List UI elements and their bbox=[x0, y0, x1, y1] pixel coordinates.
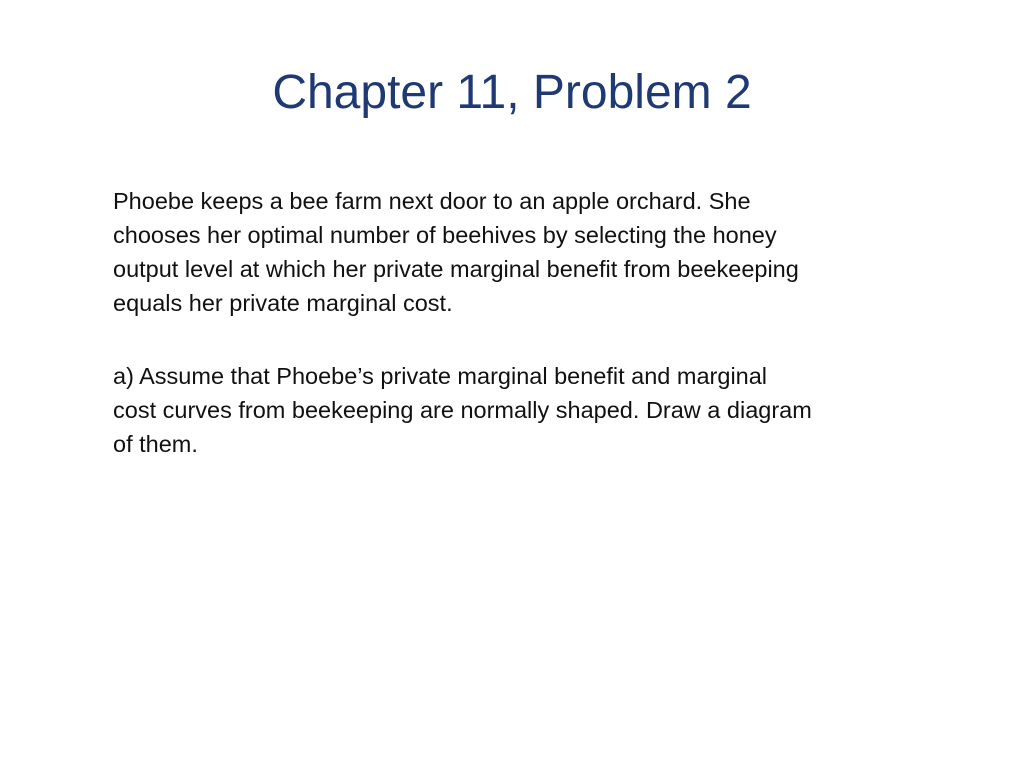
slide-title: Chapter 11, Problem 2 bbox=[272, 66, 752, 119]
slide-body bbox=[113, 184, 983, 500]
part-a-paragraph: a) Assume that Phoebe’s private marginal benefit and marginal cost curves from beekeeping are normally shaped. Draw a diagram of them. bbox=[113, 363, 812, 457]
problem-statement-paragraph: Phoebe keeps a bee farm next door to an apple orchard. She chooses her optimal number of beehives by selecting the honey output level at which her private marginal benefit from beekeeping equals her private marginal cost. bbox=[113, 188, 799, 316]
